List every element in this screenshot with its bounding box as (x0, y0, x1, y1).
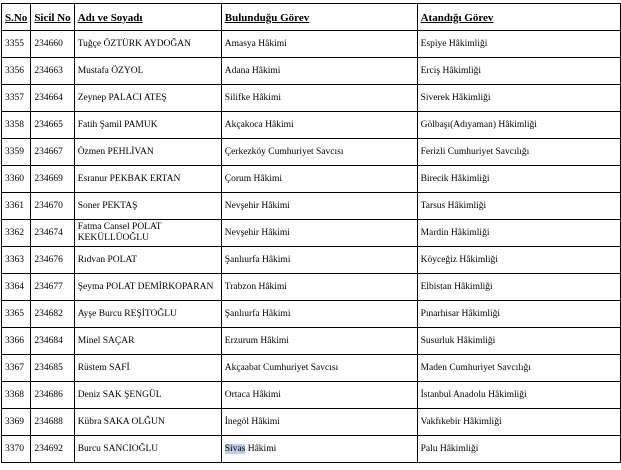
header-sicil: Sicil No (31, 4, 74, 31)
cell-sicil: 234667 (31, 139, 74, 166)
cell-current-duty: Erzurum Hâkimi (221, 328, 417, 355)
cell-sno: 3366 (2, 328, 31, 355)
cell-sicil: 234686 (31, 382, 74, 409)
table-row (2, 112, 621, 139)
cell-current-duty: Şanlıurfa Hâkimi (221, 301, 417, 328)
table-row (2, 58, 621, 85)
cell-assigned-duty: Elbistan Hâkimliği (417, 274, 620, 301)
cell-sno: 3368 (2, 382, 31, 409)
cell-assigned-duty: Tarsus Hâkimliği (417, 193, 620, 220)
table-row (2, 193, 621, 220)
cell-name: Soner PEKTAŞ (74, 193, 221, 220)
cell-assigned-duty: Palu Hâkimliği (417, 436, 620, 463)
cell-current-duty: Akçaabat Cumhuriyet Savcısı (221, 355, 417, 382)
table-row (2, 139, 621, 166)
cell-text: Hâkimi (245, 443, 277, 454)
cell-current-duty: Ortaca Hâkimi (221, 382, 417, 409)
header-name: Adı ve Soyadı (74, 4, 221, 31)
cell-assigned-duty: Siverek Hâkimliği (417, 85, 620, 112)
cell-sno: 3357 (2, 85, 31, 112)
cell-sno: 3367 (2, 355, 31, 382)
cell-current-duty (221, 436, 417, 463)
table-row (2, 328, 621, 355)
cell-name: Tuğçe ÖZTÜRK AYDOĞAN (74, 31, 221, 58)
cell-name: Rıdvan POLAT (74, 247, 221, 274)
cell-current-duty: Çorum Hâkimi (221, 166, 417, 193)
cell-assigned-duty: İstanbul Anadolu Hâkimliği (417, 382, 620, 409)
cell-sno: 3355 (2, 31, 31, 58)
header-current-duty: Bulunduğu Görev (221, 4, 417, 31)
header-sno: S.No (2, 4, 31, 31)
cell-sicil: 234685 (31, 355, 74, 382)
cell-sicil: 234676 (31, 247, 74, 274)
cell-sicil: 234677 (31, 274, 74, 301)
cell-assigned-duty: Erciş Hâkimliği (417, 58, 620, 85)
cell-sno: 3361 (2, 193, 31, 220)
cell-name: Burcu SANCIOĞLU (74, 436, 221, 463)
cell-sno: 3360 (2, 166, 31, 193)
table-row (2, 436, 621, 463)
cell-sicil: 234688 (31, 409, 74, 436)
cell-sno: 3359 (2, 139, 31, 166)
cell-sicil: 234660 (31, 31, 74, 58)
table-row (2, 274, 621, 301)
cell-current-duty: Nevşehir Hâkimi (221, 220, 417, 247)
cell-sno: 3358 (2, 112, 31, 139)
cell-current-duty: Akçakoca Hâkimi (221, 112, 417, 139)
cell-sicil: 234670 (31, 193, 74, 220)
cell-sicil: 234674 (31, 220, 74, 247)
table-row (2, 301, 621, 328)
cell-name: Zeynep PALACI ATEŞ (74, 85, 221, 112)
cell-name: Kübra SAKA OLĞUN (74, 409, 221, 436)
cell-sicil: 234669 (31, 166, 74, 193)
text-selection-highlight: Sivas (224, 443, 246, 454)
cell-assigned-duty: Susurluk Hâkimliği (417, 328, 620, 355)
cell-sicil: 234692 (31, 436, 74, 463)
cell-sno: 3364 (2, 274, 31, 301)
cell-sno: 3362 (2, 220, 31, 247)
table-body (2, 31, 621, 463)
cell-assigned-duty: Mardin Hâkimliği (417, 220, 620, 247)
cell-sicil: 234664 (31, 85, 74, 112)
cell-name: Rüstem SAFİ (74, 355, 221, 382)
table-row (2, 409, 621, 436)
cell-assigned-duty: Maden Cumhuriyet Savcılığı (417, 355, 620, 382)
cell-sno: 3365 (2, 301, 31, 328)
cell-assigned-duty: Vakfıkebir Hâkimliği (417, 409, 620, 436)
header-assigned-duty: Atandığı Görev (417, 4, 620, 31)
cell-name: Mustafa ÖZYOL (74, 58, 221, 85)
cell-sicil: 234684 (31, 328, 74, 355)
table-row (2, 85, 621, 112)
cell-sicil: 234663 (31, 58, 74, 85)
cell-name: Özmen PEHLİVAN (74, 139, 221, 166)
cell-name: Deniz SAK ŞENGÜL (74, 382, 221, 409)
cell-sicil: 234665 (31, 112, 74, 139)
cell-name: Şeyma POLAT DEMİRKOPARAN (74, 274, 221, 301)
cell-sno: 3370 (2, 436, 31, 463)
cell-sno: 3356 (2, 58, 31, 85)
table-row (2, 247, 621, 274)
table-row (2, 382, 621, 409)
cell-current-duty: Adana Hâkimi (221, 58, 417, 85)
cell-name: Minel SAÇAR (74, 328, 221, 355)
cell-current-duty: Trabzon Hâkimi (221, 274, 417, 301)
cell-name: Esranur PEKBAK ERTAN (74, 166, 221, 193)
cell-current-duty: Nevşehir Hâkimi (221, 193, 417, 220)
table-row (2, 220, 621, 247)
cell-assigned-duty: Espiye Hâkimliği (417, 31, 620, 58)
cell-name: Fatma Cansel POLAT KEKÜLLÜOĞLU (74, 220, 221, 247)
table-row (2, 166, 621, 193)
cell-sno: 3369 (2, 409, 31, 436)
appointments-table (1, 3, 621, 463)
cell-assigned-duty: Pınarhisar Hâkimliği (417, 301, 620, 328)
header-row (2, 4, 621, 31)
cell-current-duty: Silifke Hâkimi (221, 85, 417, 112)
cell-sno: 3363 (2, 247, 31, 274)
table-row (2, 31, 621, 58)
cell-current-duty: Amasya Hâkimi (221, 31, 417, 58)
cell-assigned-duty: Ferizli Cumhuriyet Savcılığı (417, 139, 620, 166)
table-row (2, 355, 621, 382)
cell-assigned-duty: Birecik Hâkimliği (417, 166, 620, 193)
cell-name: Ayşe Burcu REŞİTOĞLU (74, 301, 221, 328)
cell-assigned-duty: Gölbaşı(Adıyaman) Hâkimliği (417, 112, 620, 139)
cell-current-duty: Şanlıurfa Hâkimi (221, 247, 417, 274)
cell-name: Fatih Şamil PAMUK (74, 112, 221, 139)
cell-current-duty: Çerkezköy Cumhuriyet Savcısı (221, 139, 417, 166)
cell-current-duty: İnegöl Hâkimi (221, 409, 417, 436)
cell-sicil: 234682 (31, 301, 74, 328)
cell-assigned-duty: Köyceğiz Hâkimliği (417, 247, 620, 274)
